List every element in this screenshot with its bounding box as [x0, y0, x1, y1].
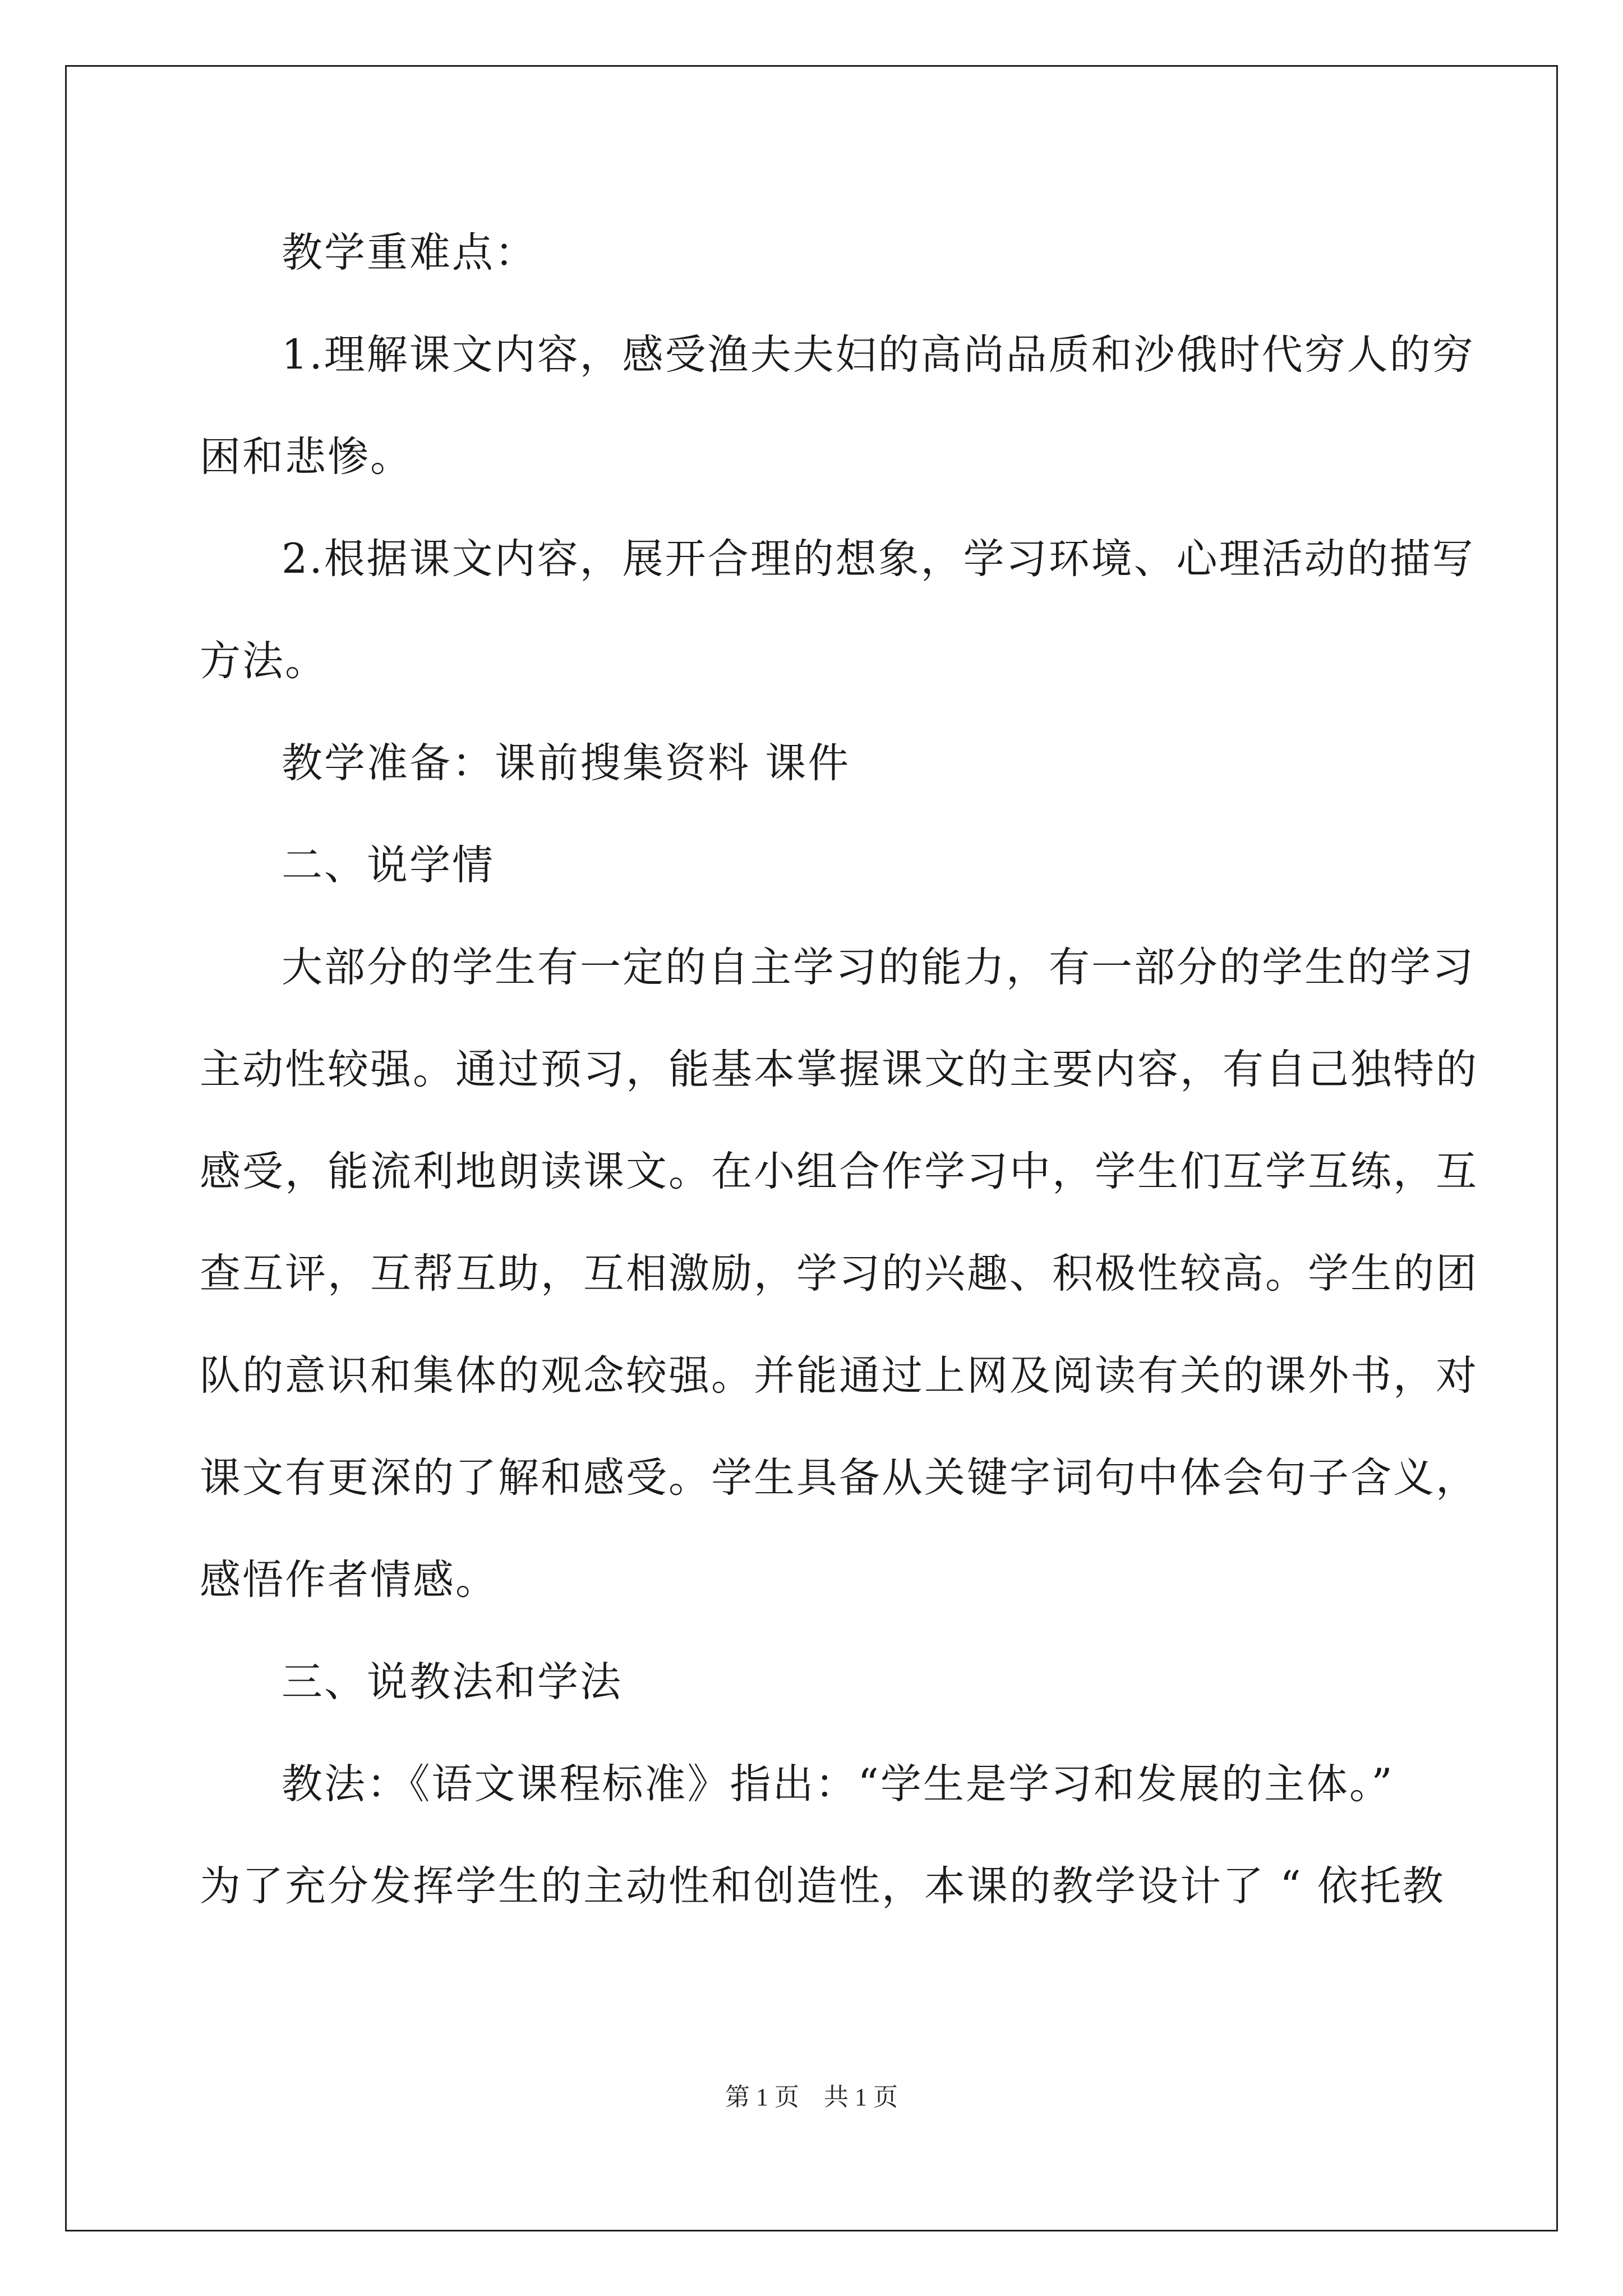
- line-4: 2.根据课文内容，展开合理的想象，学习环境、心理活动的描写: [282, 535, 1475, 583]
- line-7: 二、说学情: [282, 841, 495, 889]
- line-3: 困和悲惨。: [200, 433, 413, 481]
- line-5: 方法。: [200, 637, 328, 685]
- line-17: 为了充分发挥学生的主动性和创造性，本课的教学设计了 “ 依托教: [200, 1862, 1445, 1910]
- line-1: 教学重难点：: [282, 229, 537, 277]
- line-11: 查互评，互帮互助，互相激励，学习的兴趣、积极性较高。学生的团: [200, 1250, 1478, 1297]
- line-14: 感悟作者情感。: [200, 1556, 498, 1604]
- line-6: 教学准备：课前搜集资料 课件: [282, 739, 851, 787]
- line-15: 三、说教法和学法: [282, 1658, 623, 1706]
- line-13: 课文有更深的了解和感受。学生具备从关键字词句中体会句子含义，: [200, 1454, 1478, 1502]
- line-16: 教法：《语文课程标准》指出：“学生是学习和发展的主体。”: [282, 1760, 1394, 1808]
- line-8: 大部分的学生有一定的自主学习的能力，有一部分的学生的学习: [282, 944, 1475, 991]
- line-10: 感受，能流利地朗读课文。在小组合作学习中，学生们互学互练，互: [200, 1148, 1478, 1195]
- line-12: 队的意识和集体的观念较强。并能通过上网及阅读有关的课外书，对: [200, 1352, 1478, 1400]
- page-footer: [0, 2077, 1623, 2113]
- line-2: 1.理解课文内容，感受渔夫夫妇的高尚品质和沙俄时代穷人的穷: [282, 331, 1475, 379]
- page-number-label: 第 1 页 共 1 页: [725, 2083, 898, 2111]
- line-9: 主动性较强。通过预习，能基本掌握课文的主要内容，有自己独特的: [200, 1046, 1478, 1093]
- document-body: [200, 202, 1478, 1938]
